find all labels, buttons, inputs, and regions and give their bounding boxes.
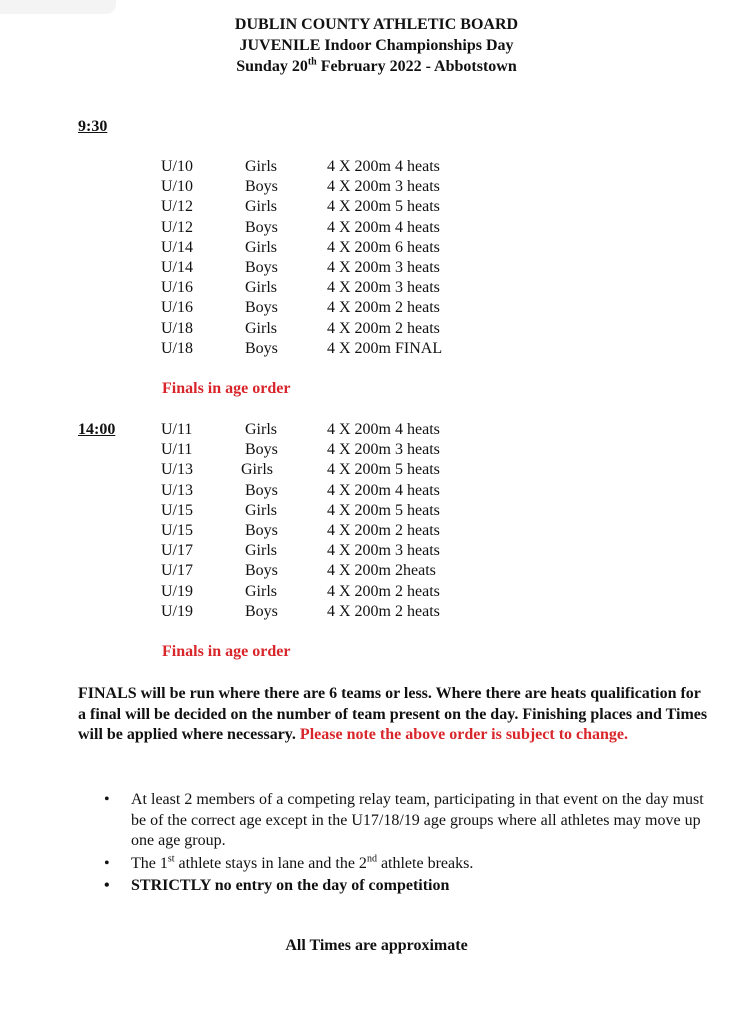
age-group: U/15: [161, 501, 193, 519]
table-row: [0, 238, 753, 258]
gender: Girls: [245, 238, 277, 256]
table-row: [0, 460, 753, 480]
bullet-icon: •: [104, 877, 110, 894]
age-group: U/13: [161, 461, 193, 479]
gender: Boys: [245, 339, 278, 357]
gender: Girls: [245, 279, 277, 297]
corner-tab: [0, 0, 116, 14]
gender: Boys: [245, 602, 278, 620]
finals-notice-text: FINALS will be run where there are 6 teams or less. Where there are heats qualification for a final will be decided on the number of team present on the day. Finishing places and Times will be applied where necessary.: [78, 685, 708, 743]
rule-lane-pre: The 1: [131, 854, 168, 872]
event: 4 X 200m 2 heats: [327, 521, 440, 539]
table-row: [0, 197, 753, 217]
table-row: [0, 420, 753, 440]
gender: Boys: [245, 178, 278, 196]
session-rows-afternoon: [0, 420, 753, 622]
finals-notice: [78, 684, 708, 746]
document-header: [0, 14, 753, 77]
event: 4 X 200m 3 heats: [327, 258, 440, 276]
table-row: [0, 218, 753, 238]
rule-lane-post: athlete breaks.: [376, 854, 474, 872]
rule-no-entry: STRICTLY no entry on the day of competition: [131, 877, 450, 894]
bullet-icon: •: [104, 791, 110, 808]
gender: Girls: [245, 501, 277, 519]
event: 4 X 200m 5 heats: [327, 198, 440, 216]
gender: Boys: [245, 562, 278, 580]
gender: Girls: [245, 319, 277, 337]
event: 4 X 200m 4 heats: [327, 421, 440, 438]
age-group: U/11: [161, 441, 193, 459]
session-time-morning: 9:30: [78, 118, 108, 135]
header-date-post: February 2022 - Abbotstown: [316, 58, 517, 75]
approximate-times-note: All Times are approximate: [285, 937, 468, 954]
event: 4 X 200m 4 heats: [327, 218, 440, 236]
table-row: [0, 582, 753, 602]
session-time-afternoon: 14:00: [78, 421, 116, 438]
session-rows-morning: [0, 157, 753, 359]
event: 4 X 200m 5 heats: [327, 461, 440, 479]
age-group: U/11: [161, 421, 193, 438]
table-row: [0, 602, 753, 622]
rule-age-text: At least 2 members of a competing relay team, participating in that event on the day must be of the correct age except in the U17/18/19 age groups where all athletes may move up one age group.: [131, 791, 704, 849]
event: 4 X 200m 3 heats: [327, 441, 440, 459]
change-warning: Please note the above order is subject to change.: [299, 726, 629, 743]
list-item: [104, 876, 704, 897]
table-row: [0, 440, 753, 460]
age-group: U/16: [161, 279, 193, 297]
age-group: U/17: [161, 542, 193, 560]
header-date-venue: [0, 56, 753, 77]
event: 4 X 200m 4 heats: [327, 481, 440, 499]
event: 4 X 200m 6 heats: [327, 238, 440, 256]
age-group: U/19: [161, 602, 193, 620]
header-date-pre: Sunday 20: [236, 58, 308, 75]
event: 4 X 200m 2 heats: [327, 582, 440, 600]
event: 4 X 200m FINAL: [327, 339, 443, 357]
list-item: [104, 790, 704, 852]
table-row: [0, 541, 753, 561]
age-group: U/18: [161, 339, 193, 357]
event: 4 X 200m 3 heats: [327, 542, 440, 560]
header-board-name: DUBLIN COUNTY ATHLETIC BOARD: [234, 16, 519, 33]
age-group: U/15: [161, 521, 193, 539]
rule-lane-mid: athlete stays in lane and the 2: [174, 854, 367, 872]
header-date-suffix: th: [307, 56, 317, 68]
gender: Girls: [245, 542, 277, 560]
header-event-name: JUVENILE Indoor Championships Day: [239, 37, 514, 54]
finals-note-afternoon: Finals in age order: [162, 643, 291, 660]
table-row: [0, 319, 753, 339]
table-row: [0, 157, 753, 177]
rule-lane-sup2: nd: [366, 853, 377, 865]
age-group: U/12: [161, 218, 193, 236]
gender: Girls: [241, 461, 273, 479]
finals-note-morning: Finals in age order: [162, 380, 291, 397]
age-group: U/12: [161, 198, 193, 216]
event: 4 X 200m 3 heats: [327, 178, 440, 196]
age-group: U/18: [161, 319, 193, 337]
table-row: [0, 481, 753, 501]
list-item: [104, 854, 704, 875]
age-group: U/14: [161, 238, 193, 256]
age-group: U/13: [161, 481, 193, 499]
event: 4 X 200m 2 heats: [327, 319, 440, 337]
age-group: U/16: [161, 299, 193, 317]
event: 4 X 200m 3 heats: [327, 279, 440, 297]
table-row: [0, 298, 753, 318]
table-row: [0, 177, 753, 197]
gender: Boys: [245, 258, 278, 276]
gender: Girls: [245, 582, 277, 600]
age-group: U/10: [161, 178, 193, 196]
gender: Boys: [245, 218, 278, 236]
event: 4 X 200m 4 heats: [327, 158, 440, 175]
gender: Girls: [245, 158, 277, 175]
gender: Boys: [245, 441, 278, 459]
table-row: [0, 258, 753, 278]
age-group: U/19: [161, 582, 193, 600]
table-row: [0, 278, 753, 298]
rule-lane-sup1: st: [167, 853, 175, 865]
gender: Girls: [245, 421, 277, 438]
gender: Boys: [245, 299, 278, 317]
rules-list: [104, 790, 704, 899]
bullet-icon: •: [104, 854, 110, 872]
gender: Boys: [245, 481, 278, 499]
gender: Boys: [245, 521, 278, 539]
event: 4 X 200m 2heats: [327, 562, 436, 580]
table-row: [0, 521, 753, 541]
age-group: U/10: [161, 158, 193, 175]
age-group: U/14: [161, 258, 193, 276]
event: 4 X 200m 2 heats: [327, 602, 440, 620]
table-row: [0, 339, 753, 359]
table-row: [0, 501, 753, 521]
gender: Girls: [245, 198, 277, 216]
event: 4 X 200m 5 heats: [327, 501, 440, 519]
age-group: U/17: [161, 562, 193, 580]
table-row: [0, 561, 753, 581]
event: 4 X 200m 2 heats: [327, 299, 440, 317]
